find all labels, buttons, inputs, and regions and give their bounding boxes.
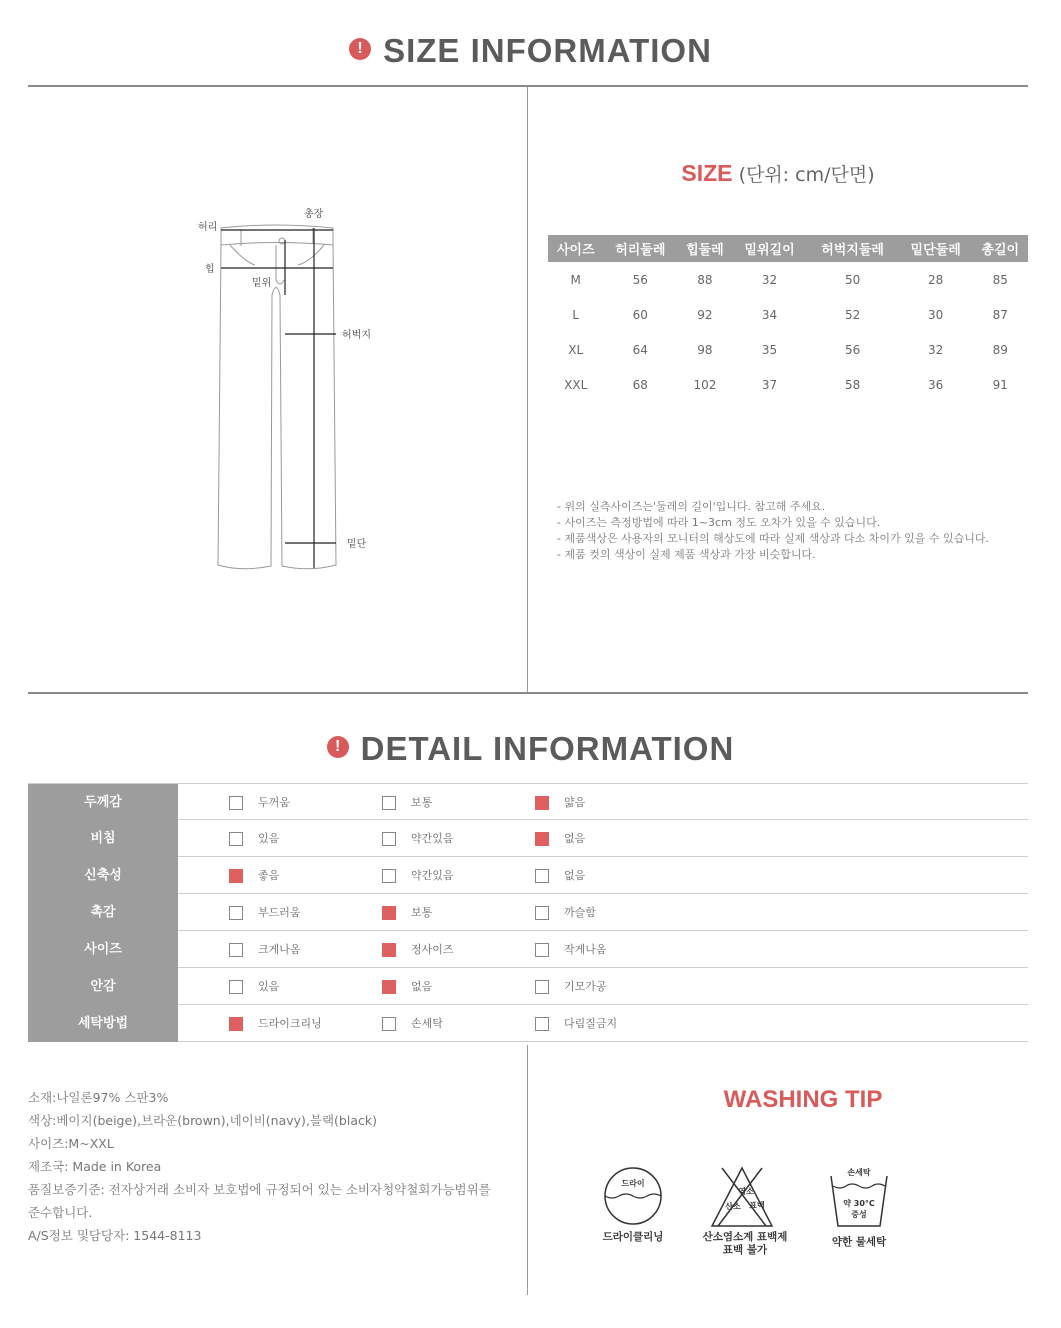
- detail-information-title-text: DETAIL INFORMATION: [360, 730, 735, 767]
- table-row: [548, 367, 1028, 402]
- info-line: 제조국: Made in Korea: [28, 1159, 162, 1174]
- note-line: - 위의 실측사이즈는'둘레의 길이'입니다. 참고해 주세요.: [557, 500, 826, 513]
- detail-row: [28, 857, 1028, 894]
- detail-option-label: 크게나옴: [258, 943, 301, 956]
- detail-row: [28, 820, 1028, 857]
- table-cell: 32: [761, 272, 778, 287]
- checkbox-empty-icon: [535, 906, 549, 920]
- detail-option-label: 다림질금지: [564, 1017, 618, 1030]
- table-cell: XXL: [564, 377, 588, 392]
- table-cell: XL: [568, 342, 584, 357]
- detail-option-label: 정사이즈: [411, 943, 454, 956]
- dry-clean-caption: 드라이클리닝: [602, 1231, 664, 1243]
- detail-row-label: 촉감: [28, 894, 178, 931]
- checkbox-empty-icon: [535, 869, 549, 883]
- size-bottom-divider: [28, 692, 1028, 694]
- info-line: A/S정보 및담당자: 1544-8113: [28, 1228, 202, 1243]
- checkbox-checked-icon: [382, 943, 396, 957]
- detail-option-label: 약간있음: [411, 869, 454, 882]
- table-cell: 60: [632, 307, 648, 322]
- table-cell: L: [572, 307, 580, 322]
- hand-wash-temp-text: 약 30°C: [843, 1199, 875, 1208]
- table-cell: 89: [992, 342, 1008, 357]
- note-line: - 제품 컷의 색상이 실제 제품 색상과 가장 비슷합니다.: [557, 548, 816, 561]
- checkbox-empty-icon: [229, 906, 243, 920]
- table-row: [548, 297, 1028, 332]
- table-cell: 50: [844, 272, 861, 287]
- table-cell: 56: [844, 342, 861, 357]
- checkbox-checked-icon: [382, 980, 396, 994]
- no-bleach-caption-2: 표백 불가: [722, 1244, 768, 1256]
- table-cell: 32: [928, 342, 944, 357]
- table-cell: 91: [992, 377, 1008, 392]
- info-line: 품질보증기준: 전자상거래 소비자 보호법에 규정되어 있는 소비자청약철회가능범위를: [28, 1182, 491, 1197]
- note-line: - 사이즈는 측정방법에 따라 1~3cm 정도 오차가 있을 수 있습니다.: [557, 516, 881, 529]
- info-line: 준수합니다.: [28, 1205, 93, 1220]
- info-line: 사이즈:M~XXL: [28, 1136, 114, 1151]
- detail-row: [28, 931, 1028, 968]
- size-information-title-text: SIZE INFORMATION: [383, 32, 712, 69]
- hand-wash-neutral-text: 중성: [851, 1210, 867, 1219]
- checkbox-checked-icon: [229, 1017, 243, 1031]
- detail-option-label: 작게나옴: [564, 943, 607, 956]
- table-cell: 87: [992, 307, 1008, 322]
- table-cell: 37: [761, 377, 778, 392]
- table-cell: 36: [928, 377, 944, 392]
- alert-circle-icon: !: [327, 736, 349, 758]
- no-bleach-caption-1: 산소염소계 표백제: [702, 1231, 788, 1243]
- size-table-header-row: [548, 235, 1028, 262]
- product-info: [28, 1086, 523, 1247]
- detail-row-label: 세탁방법: [28, 1005, 178, 1042]
- detail-option-label: 드라이크리닝: [258, 1017, 322, 1030]
- alert-circle-icon: !: [349, 38, 371, 60]
- size-table-header: 총길이: [973, 235, 1028, 262]
- note-line: - 제품색상은 사용자의 모니터의 해상도에 따라 실제 색상과 다소 차이가 있을 수 있습니다.: [557, 532, 989, 545]
- detail-row: [28, 1005, 1028, 1042]
- no-bleach-left-text: 산소: [725, 1202, 741, 1211]
- checkbox-empty-icon: [382, 1017, 396, 1031]
- dry-clean-inner-text: 드라이: [621, 1179, 645, 1188]
- size-table-header: 허리둘레: [603, 235, 677, 262]
- size-table: [548, 235, 1028, 402]
- size-notes: [557, 499, 989, 563]
- size-information-title: [0, 32, 1061, 70]
- detail-option-label: 두꺼움: [258, 796, 290, 809]
- checkbox-checked-icon: [535, 796, 549, 810]
- table-cell: 34: [761, 307, 778, 322]
- size-table-header: 사이즈: [548, 235, 603, 262]
- detail-row: [28, 968, 1028, 1005]
- table-cell: 102: [693, 377, 717, 392]
- table-cell: 68: [632, 377, 648, 392]
- no-bleach-icon: [703, 1168, 788, 1256]
- size-table-header: 힙둘레: [677, 235, 732, 262]
- detail-option-label: 없음: [411, 980, 433, 993]
- table-cell: 85: [992, 272, 1008, 287]
- table-cell: 56: [632, 272, 648, 287]
- detail-option-label: 부드러움: [258, 906, 301, 919]
- table-cell: 64: [632, 342, 648, 357]
- table-cell: 28: [928, 272, 944, 287]
- detail-table: [28, 783, 1028, 1042]
- detail-option-label: 있음: [258, 980, 280, 993]
- detail-option-label: 보통: [411, 796, 433, 809]
- checkbox-empty-icon: [535, 980, 549, 994]
- table-cell: 52: [844, 307, 861, 322]
- detail-row: [28, 783, 1028, 820]
- washing-tip-title: WASHING TIP: [723, 1086, 883, 1113]
- checkbox-empty-icon: [229, 980, 243, 994]
- checkbox-checked-icon: [535, 832, 549, 846]
- detail-row-label: 신축성: [28, 857, 178, 894]
- detail-option-label: 보통: [411, 906, 433, 919]
- table-row: [548, 262, 1028, 297]
- checkbox-empty-icon: [382, 832, 396, 846]
- size-heading: [528, 160, 1028, 187]
- detail-row: [28, 894, 1028, 931]
- hand-wash-icon: [831, 1167, 887, 1248]
- table-cell: 35: [761, 342, 778, 357]
- size-table-header: 밑위길이: [733, 235, 807, 262]
- hand-wash-top-text: 손세탁: [847, 1168, 871, 1177]
- detail-option-label: 약간있음: [411, 832, 454, 845]
- dry-clean-icon: [602, 1168, 664, 1243]
- checkbox-empty-icon: [229, 943, 243, 957]
- info-vertical-divider: [527, 1045, 528, 1295]
- checkbox-checked-icon: [229, 869, 243, 883]
- size-table-header: 허벅지둘레: [806, 235, 898, 262]
- detail-row-label: 두께감: [28, 784, 178, 821]
- detail-option-label: 까슬함: [564, 906, 596, 919]
- top-divider: [28, 85, 1028, 87]
- table-cell: 30: [928, 307, 944, 322]
- checkbox-empty-icon: [382, 796, 396, 810]
- checkbox-empty-icon: [382, 869, 396, 883]
- detail-option-label: 기모가공: [564, 980, 607, 993]
- detail-row-label: 사이즈: [28, 931, 178, 968]
- checkbox-empty-icon: [535, 943, 549, 957]
- hand-wash-caption: 약한 물세탁: [831, 1236, 887, 1248]
- detail-row-label: 비침: [28, 820, 178, 857]
- table-row: [548, 332, 1028, 367]
- table-cell: 98: [697, 342, 713, 357]
- no-bleach-top-text: 염소: [738, 1187, 754, 1196]
- label-hem: 밑단: [347, 539, 367, 550]
- size-table-header: 밑단둘레: [899, 235, 973, 262]
- label-waist: 허리: [198, 222, 218, 233]
- size-heading-unit: (단위: cm/단면): [738, 164, 875, 186]
- info-line: 색상:베이지(beige),브라운(brown),네이비(navy),블랙(black): [28, 1113, 377, 1128]
- label-total-length: 총장: [304, 209, 324, 220]
- detail-information-title: [0, 730, 1061, 768]
- label-rise: 밑위: [252, 278, 272, 289]
- info-line: 소재:나일론97% 스판3%: [28, 1090, 169, 1105]
- checkbox-checked-icon: [382, 906, 396, 920]
- table-cell: 58: [844, 377, 861, 392]
- pants-measurement-diagram: [190, 200, 390, 590]
- detail-option-label: 좋음: [258, 869, 280, 882]
- detail-option-label: 없음: [564, 832, 586, 845]
- table-cell: 88: [697, 272, 713, 287]
- label-hip: 힙: [205, 264, 215, 275]
- detail-row-label: 안감: [28, 968, 178, 1005]
- detail-option-label: 얇음: [564, 796, 586, 809]
- table-cell: M: [570, 272, 581, 287]
- size-heading-accent: SIZE: [681, 160, 733, 186]
- detail-option-label: 손세탁: [411, 1017, 443, 1030]
- table-cell: 92: [697, 307, 713, 322]
- checkbox-empty-icon: [535, 1017, 549, 1031]
- label-thigh: 허벅지: [342, 330, 371, 341]
- detail-option-label: 없음: [564, 869, 586, 882]
- no-bleach-right-text: 표백: [749, 1201, 765, 1210]
- washing-icons: [590, 1160, 910, 1270]
- checkbox-empty-icon: [229, 832, 243, 846]
- detail-option-label: 있음: [258, 832, 280, 845]
- checkbox-empty-icon: [229, 796, 243, 810]
